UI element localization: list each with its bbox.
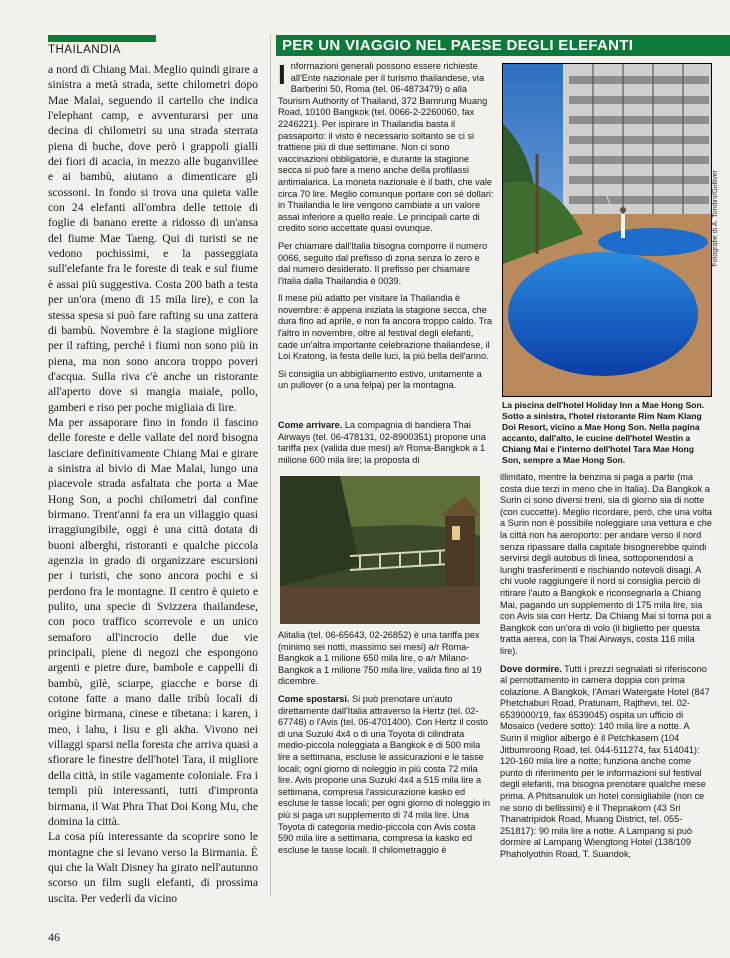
article-paragraph: La cosa più interessante da scoprire sono le montagne che si levano verso la Birmania. È qui che la Walt Disney ha girato nell'autunno scorso un film sugli elefanti, di prossima uscita. Per vederli da vicino (48, 830, 258, 905)
arrival-section (278, 420, 494, 472)
dormire-paragraph (500, 664, 712, 861)
article-paragraph: a nord di Chiang Mai. Meglio quindi girare a sinistra a metà strada, sette chilometri dopo Mae Malai, seguendo il cartello che indica l'elephant camp, e avventurarsi per una decina di chilometri su una strada sterrata piena di buche, dove però i grappoli gialli dei fiori di acacia, in mezzo alle buganvillee e ai bambù, aiutano a dimenticare gli scossoni. In fondo si trova una quieta valle con 24 elefanti all'ombra delle tettoie di foglie di banano erette a ridosso di un'ansa del fiume Mae Taeng. Qui di turisti se ne vedono pochissimi, e la passeggiata sull'elefante fra le foreste di teak e sul fiume è assai più suggestiva. Costa 200 bath a testa per un'ora (meno di 15 mila lire), e con la stessa spesa si può fare rafting su una zattera di bambù. Novembre è la stagione migliore per il rafting, perché i fiumi non sono più in piena, ma non sono ancora troppo poveri d'acqua. Sulla riva c'è anche un ristorante all'aperto dove si mangia maiale, pollo, gamberi e riso per poche migliaia di lire. (48, 63, 258, 414)
spostarsi-paragraph (278, 694, 492, 856)
article-paragraph: Ma per assaporare fino in fondo il fascino delle foreste e delle vallate del nord bisogna lasciare definitivamente Chiang Mai e girare a sinistra al bivio di Mae Malai, lungo una piacevole strada asfaltata che porta a Mae Hong Son, a pochi chilometri dal confine birmano. Trent'anni fa era un villaggio quasi irraggiungibile, oggi è una città dotata di buoni alberghi, ristoranti e qualche piccola agenzia in grado di organizzare escursioni per i turisti, che sono ancora pochi e si perdono fra le montagne. Il centro è quieto e pulito, una specie di Svizzera thailandese, con poco traffico scorrevole e un unico semaforo all'incrocio delle due vie principali, piene di negozi che espongono argenti e pietre dure, bambole e cappelli di bambù, gilè, sciarpe, giacche e borse di cotone fatte a mano dalle tribù locali di origine birmana, cinese e tibetana: i karen, i meo, i lahu, i lisu e gli akha. Vivono nei villaggi sparsi nella foresta che arriva quasi a sfiorare le finestre dell'hotel Tara, il migliore della città, in stile vagamente coloniale. Fra i templi più interessanti, tutti d'impronta birmana, il Wat Phra That Doi Kong Mu, che domina la città. (48, 415, 258, 828)
dormire-heading: Dove dormire. (500, 663, 562, 674)
section-color-bar (48, 35, 156, 42)
arrival-text: La compagnia di bandiera Thai Airways (tel. 06-478131, 02-8900351) propone una tariffa pex (valida due mesi) a/r Roma-Bangkok a 1 milione 600 mila lire; la proposta di (278, 420, 486, 465)
transport-continued: illimitato, mentre la benzina si paga a parte (ma costa due terzi in meno che in Italia). Da Bangkok a Surin ci sono diversi treni, sia di giorno sia di notte (con cuccette). Meglio ricordare, però, che una volta a Surin non è possibile noleggiare una vettura e che la città non ha aeroporto: per andare verso il nord senza ripassare dalla capitale bisognerebbe quindi servirsi degli autobus di linea, sottoponendosi a lunghi trasferimenti e rischiando notevoli disagi. A chi vuole raggiungere il nord si consiglia perciò di ritirare l'auto a Bangkok e riconsegnarla a Chiang Mai, pagando un supplemento di 175 mila lire, sia con Avis sia con Hertz. Da Chiang Mai si torna poi a Bangkok con un'ora di volo (il biglietto per questa tratta aerea, con la Thai Airways, costa 116 mila lire). (500, 472, 712, 656)
spostarsi-heading: Come spostarsi. (278, 693, 350, 704)
photo-credit: Fotografie di A. Tondini/Gulliver (712, 170, 719, 267)
lodging-column (500, 472, 712, 867)
info-intro-text: nformazioni generali possono essere richieste all'Ente nazionale per il turismo thailandese, via Barberini 50, Roma (tel. 06-4873479) o alla Tourism Authority of Thailand, 372 Bamrung Muang Road, 10100 Bangkok (tel. 0066-2-2260060, fax 2246221). Per ispirare in Thailandia basta il passaporto: il visto è necessario soltanto se ci si trattiene più di due settimane. Non ci sono vaccinazioni obbligatorie, e durante la stagione secca si può fare a meno anche della profilassi antimalarica. La moneta nazionale è il bath, che vale circa 70 lire. Meglio comunque portare con sé dollari: in Thailandia le lire vengono cambiate a un valore assai inferiore a quello reale. Le principali carte di credito sono accettate quasi ovunque. (278, 61, 494, 234)
spostarsi-text: Si può prenotare un'auto direttamente dall'Italia attraverso la Hertz (tel. 02-67746) o l'Avis (tel. 06-4701400). Con Hertz il costo di una Suzuki 4x4 o di una Toyota di cilindrata medio-piccola noleggiata a Bangkok è di 500 mila lire a settimana, escluse le assicurazioni e le tasse locali; ogni giorno di noleggio in più costa 72 mila lire. Avis propone una Suzuki 4x4 a 515 mila lire a settimana, compresa l'assicurazione kasko ed escluse le tasse locali; per ogni giorno di noleggio in più si paga un supplemento di 74 mila lire. Una Toyota di categoria medio-piccola con Avis costa 590 mila lire a settimana, compresa la kasko ed escluse le tasse locali. Il chilometraggio è (278, 693, 490, 855)
info-intro (278, 61, 494, 235)
info-paragraph: Per chiamare dall'Italia bisogna comporre il numero 0066, seguito dal prefisso di zona senza lo zero e dal numero desiderato. Il prefisso per chiamare l'Italia dalla Thailandia è 0039. (278, 240, 488, 286)
pool-photo-illustration (503, 64, 711, 396)
arrival-paragraph (278, 420, 494, 466)
page-number: 46 (48, 930, 60, 944)
drop-cap: I (278, 59, 286, 90)
section-label: THAILANDIA (48, 44, 121, 56)
info-paragraph: Si consiglia un abbigliamento estivo, unitamente a un pullover (o a una felpa) per la montagna. (278, 368, 482, 391)
info-paragraph: Il mese più adatto per visitare la Thailandia è novembre: è appena iniziata la stagione secca, che dura fino ad aprile, e non fa ancora troppo caldo. Tra l'altro in novembre, oltre al festival degli elefanti, cade un'altra importante celebrazione thailandese, il Loi Kratong, la festa delle luci, la più bella dell'anno. (278, 293, 493, 362)
main-article-column (48, 62, 258, 906)
resort-bridge-photo (280, 476, 480, 624)
arrival-heading: Come arrivare. (278, 420, 343, 430)
bridge-photo-illustration (280, 476, 480, 624)
info-box-title: PER UN VIAGGIO NEL PAESE DEGLI ELEFANTI (276, 35, 730, 56)
dormire-text: Tutti i prezzi segnalati si riferiscono al pernottamento in camera doppia con prima colazione. A Bangkok, l'Amari Watergate Hotel (847 Phetchaburi Road, Pratunam, Rajthevi, tel. 02-6539000/19, fax 6539045) ospita un ufficio di Mosaico (vedere sotto): 140 mila lire a notte. A Surin il miglior albergo è il Petchkasem (104 Jitbumroong Road, tel. 044-511274, fax 514041): 120-160 mila lire a notte; funziona anche come punto di riferimento per le informazioni sul festival degli elefanti, ma bisogna prenotare qualche mese prima. A Phitsanulok un hotel consigliabile (non ce ne sono di bellissimi) è il Thepnakorn (43 Sri Thanatripidok Road, Muang District, tel. 055-251817): 90 mila lire a notte. A Lampang si può dormire al Lampang Wiengtong Hotel (138/109 Phaholyothin Road, T. Suandok, (500, 663, 710, 859)
alitalia-paragraph: Alitalia (tel. 06-65643, 02-26852) è una tariffa pex (minimo sei notti, massimo sei mesi) a/r Roma-Bangkok a 1 milione 650 mila lire, o a/r Milano-Bangkok a 1 milione 750 mila lire, valida fino al 19 dicembre. (278, 630, 482, 687)
column-divider (270, 34, 271, 896)
transport-section (278, 630, 492, 862)
hotel-pool-photo (502, 63, 712, 397)
photo-caption: La piscina dell'hotel Holiday Inn a Mae Hong Son. Sotto a sinistra, l'hotel ristorante Rim Nam Klang Doi Resort, vicino a Mae Hong Son. Nella pagina accanto, dall'alto, le cucine dell'hotel Westin a Chiang Mai e l'interno dell'hotel Tara Mae Hong Son, sempre a Mae Hong Son. (502, 400, 705, 466)
info-column (278, 61, 494, 398)
